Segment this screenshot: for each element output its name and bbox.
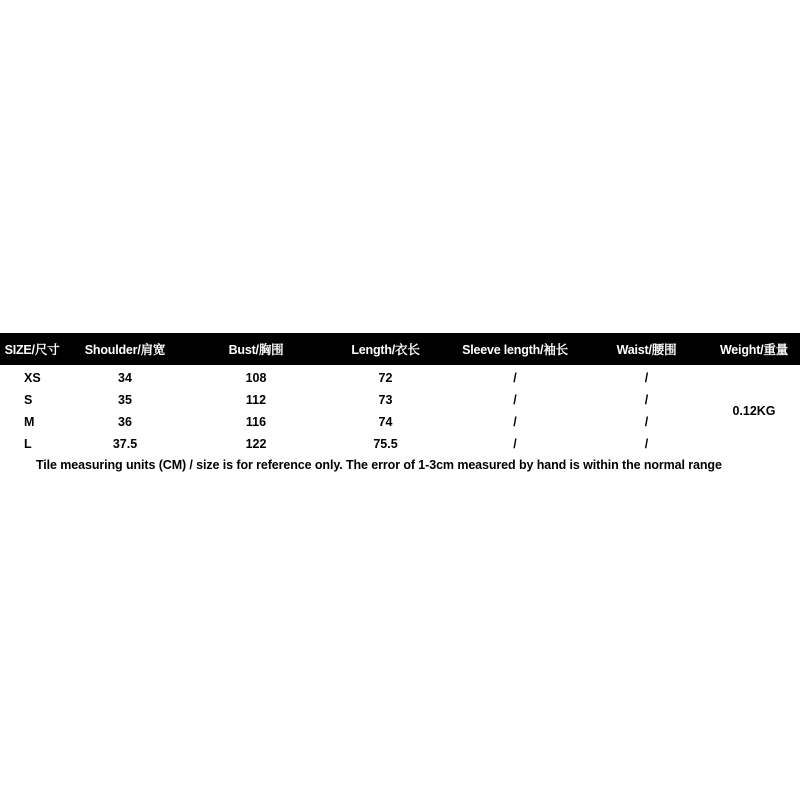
table-row [0, 433, 800, 455]
sleeve-length-cell: / [513, 371, 517, 385]
size-cell: XS [24, 371, 41, 385]
waist-cell: / [644, 393, 649, 407]
header-waist: Waist/腰围 [585, 333, 708, 365]
table-row [0, 365, 800, 389]
table-row [0, 389, 800, 411]
table-row [0, 411, 800, 433]
shoulder-cell: 34 [118, 371, 132, 385]
bust-cell: 122 [245, 437, 267, 451]
header-sleeve-length: Sleeve length/袖长 [445, 333, 585, 365]
header-size: SIZE/尺寸 [0, 333, 64, 365]
sleeve-length-cell: / [513, 393, 517, 407]
shoulder-cell: 36 [118, 415, 132, 429]
waist-cell: / [644, 371, 649, 385]
size-cell: S [24, 393, 33, 407]
bust-cell: 116 [245, 415, 267, 429]
shoulder-cell: 35 [118, 393, 132, 407]
waist-cell: / [644, 437, 649, 451]
header-bust: Bust/胸围 [186, 333, 326, 365]
header-shoulder: Shoulder/肩宽 [64, 333, 186, 365]
bust-cell: 108 [245, 371, 267, 385]
length-cell: 74 [378, 415, 393, 429]
waist-cell: / [644, 415, 649, 429]
weight-cell: 0.12KG [732, 404, 776, 418]
length-cell: 73 [378, 393, 393, 407]
shoulder-cell: 37.5 [112, 437, 138, 451]
header-length: Length/衣长 [326, 333, 445, 365]
size-chart-table [0, 333, 800, 455]
bust-cell: 112 [245, 393, 267, 407]
size-cell: L [24, 437, 32, 451]
table-header-row [0, 333, 800, 365]
sleeve-length-cell: / [513, 437, 517, 451]
sleeve-length-cell: / [513, 415, 517, 429]
measurement-note: Tile measuring units (CM) / size is for reference only. The error of 1-3cm measured by hand is within the normal range [36, 458, 722, 472]
length-cell: 75.5 [373, 437, 398, 451]
length-cell: 72 [378, 371, 393, 385]
size-cell: M [24, 415, 35, 429]
header-weight: Weight/重量 [708, 333, 800, 365]
